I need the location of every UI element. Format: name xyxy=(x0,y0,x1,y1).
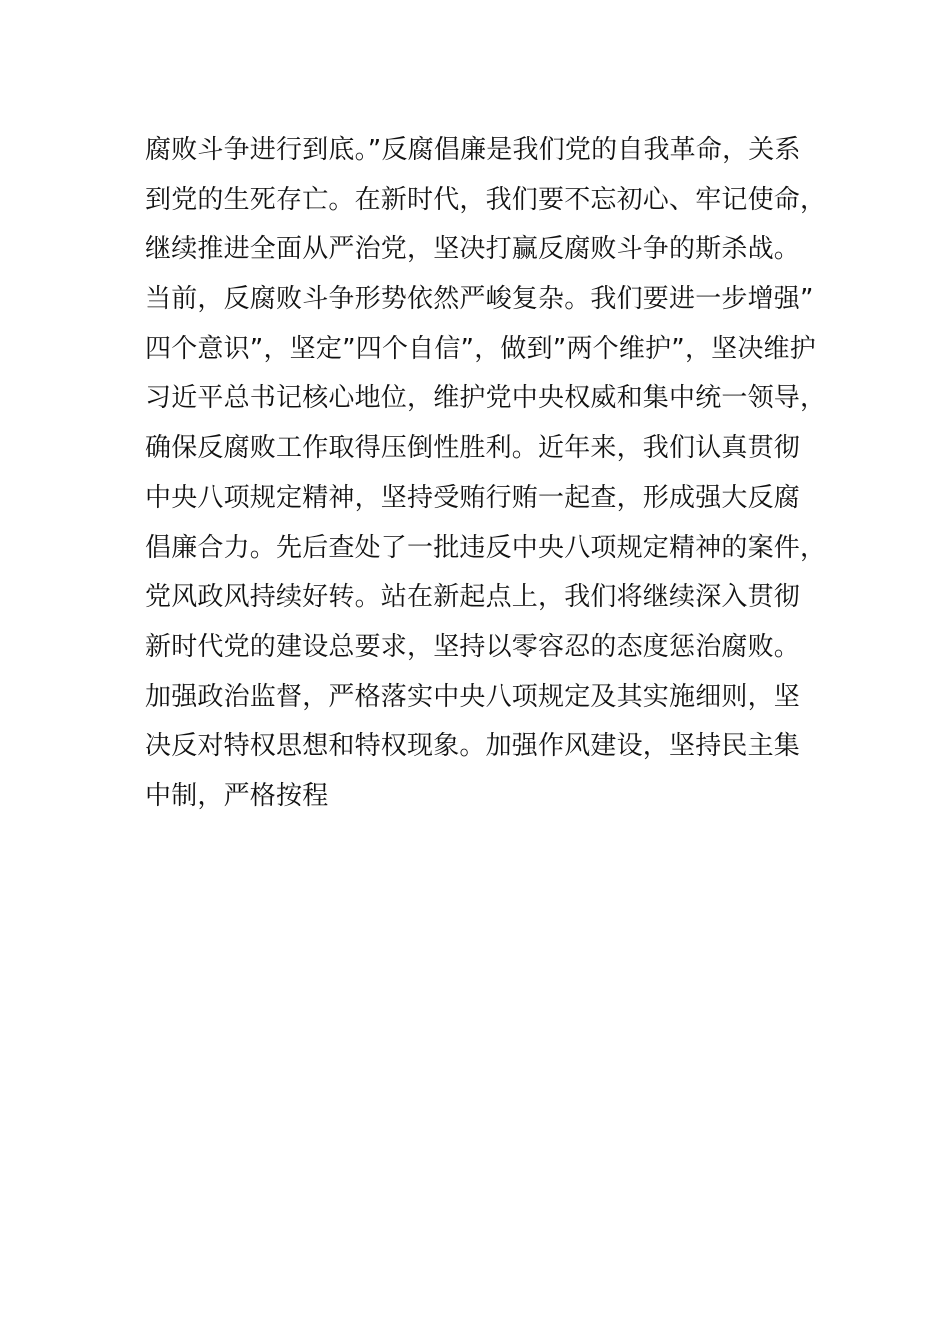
text-line-8: 中央八项规定精神，坚持受贿行贿一起查，形成强大反腐 xyxy=(145,482,801,513)
text-line-10: 党风政风持续好转。站在新起点上，我们将继续深入贯彻 xyxy=(145,582,801,613)
text-line-5: 四个意识”，坚定”四个自信”，做到”两个维护”，坚决维护 xyxy=(145,333,816,364)
text-line-7: 确保反腐败工作取得压倒性胜利。近年来，我们认真贯彻 xyxy=(145,433,801,464)
text-line-12: 加强政治监督，严格落实中央八项规定及其实施细则，坚 xyxy=(145,681,801,712)
text-line-13: 决反对特权思想和特权现象。加强作风建设，坚持民主集 xyxy=(145,731,801,762)
text-line-1: 腐败斗争进行到底。”反腐倡廉是我们党的自我革命，关系 xyxy=(145,135,801,165)
text-line-4: 当前，反腐败斗争形势依然严峻复杂。我们要进一步增强” xyxy=(145,284,814,315)
text-line-11: 新时代党的建设总要求，坚持以零容忍的态度惩治腐败。 xyxy=(145,631,801,662)
text-line-3: 继续推进全面从严治党，坚决打赢反腐败斗争的斯杀战。 xyxy=(145,234,801,265)
text-line-9: 倡廉合力。先后查处了一批违反中央八项规定精神的案件， xyxy=(145,532,827,563)
text-line-14: 中制，严格按程 xyxy=(145,780,329,811)
text-line-6: 习近平总书记核心地位，维护党中央权威和集中统一领导， xyxy=(145,383,827,414)
text-line-2: 到党的生死存亡。在新时代，我们要不忘初心、牢记使命， xyxy=(145,184,827,215)
body-paragraph xyxy=(145,126,827,822)
